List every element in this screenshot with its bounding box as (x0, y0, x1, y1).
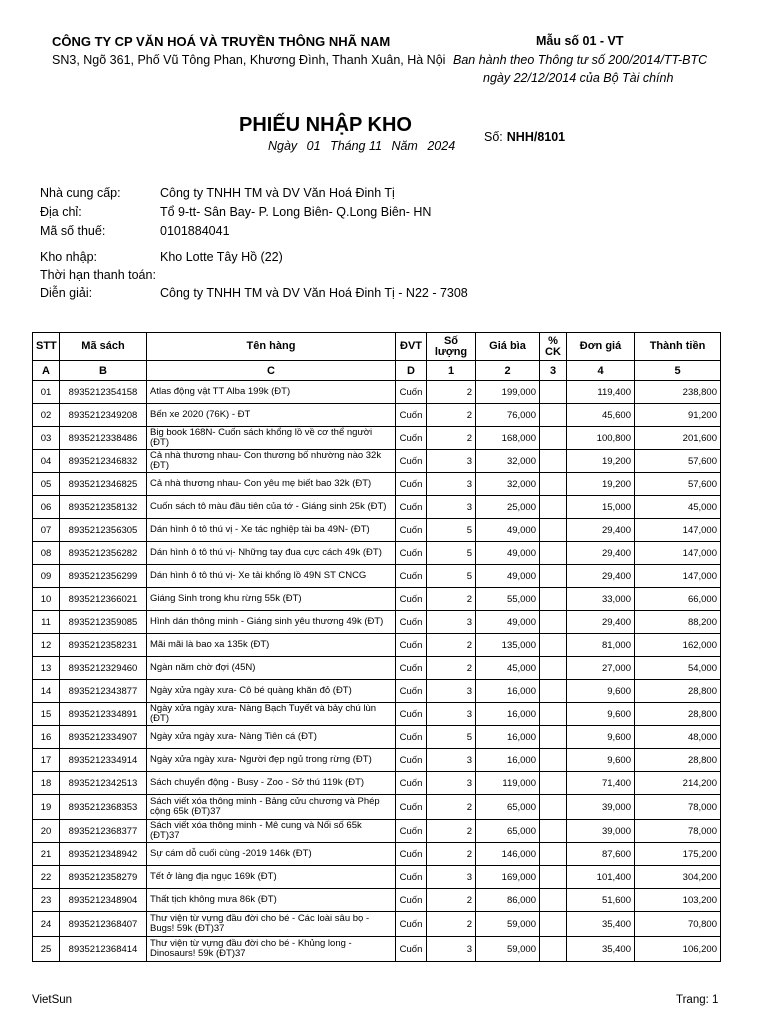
legal-line-2: ngày 22/12/2014 của Bộ Tài chính (483, 71, 674, 85)
table-row (33, 703, 721, 726)
table-row (33, 657, 721, 680)
cell-book-code: 8935212368414 (60, 937, 147, 962)
document-number (484, 130, 565, 144)
cell-stt: 11 (33, 611, 60, 634)
tax-code-label: Mã số thuế: (40, 224, 106, 238)
cell-quantity: 2 (427, 427, 476, 450)
cell-stt: 18 (33, 772, 60, 795)
cell-total: 103,200 (635, 889, 721, 912)
header-stt: STT (33, 333, 60, 361)
cell-discount (540, 542, 567, 565)
cell-unit-price: 9,600 (567, 749, 635, 772)
cell-quantity: 2 (427, 843, 476, 866)
cell-item-name: Sự cám dỗ cuối cùng -2019 146k (ĐT) (147, 843, 396, 866)
cell-quantity: 3 (427, 496, 476, 519)
cell-quantity: 2 (427, 795, 476, 820)
cell-cover-price: 65,000 (476, 795, 540, 820)
header-name: Tên hàng (147, 333, 396, 361)
cell-quantity: 3 (427, 611, 476, 634)
cell-unit: Cuốn (396, 427, 427, 450)
cell-discount (540, 588, 567, 611)
warehouse-value: Kho Lotte Tây Hồ (22) (160, 250, 283, 264)
cell-total: 201,600 (635, 427, 721, 450)
cell-quantity: 2 (427, 657, 476, 680)
cell-item-name: Ngày xửa ngày xưa- Nàng Tiên cá (ĐT) (147, 726, 396, 749)
header-total: Thành tiền (635, 333, 721, 361)
cell-unit-price: 33,000 (567, 588, 635, 611)
letter-cell: 1 (427, 361, 476, 381)
cell-stt: 01 (33, 381, 60, 404)
cell-cover-price: 49,000 (476, 519, 540, 542)
table-row (33, 634, 721, 657)
table-header-row (33, 333, 721, 361)
cell-unit-price: 39,000 (567, 795, 635, 820)
cell-item-name: Sách viết xóa thông minh - Mê cung và Nối số 65k (ĐT)37 (147, 820, 396, 843)
table-row (33, 866, 721, 889)
cell-stt: 12 (33, 634, 60, 657)
cell-stt: 08 (33, 542, 60, 565)
cell-total: 66,000 (635, 588, 721, 611)
cell-total: 147,000 (635, 519, 721, 542)
footer-page: Trang: 1 (676, 994, 719, 1006)
cell-cover-price: 146,000 (476, 843, 540, 866)
cell-stt: 17 (33, 749, 60, 772)
cell-book-code: 8935212356299 (60, 565, 147, 588)
cell-cover-price: 199,000 (476, 381, 540, 404)
cell-discount (540, 795, 567, 820)
cell-item-name: Bến xe 2020 (76K) - ĐT (147, 404, 396, 427)
address-value: Tổ 9-tt- Sân Bay- P. Long Biên- Q.Long Biên- HN (160, 205, 432, 219)
cell-cover-price: 49,000 (476, 565, 540, 588)
cell-unit: Cuốn (396, 726, 427, 749)
table-row (33, 820, 721, 843)
cell-cover-price: 86,000 (476, 889, 540, 912)
cell-total: 88,200 (635, 611, 721, 634)
cell-cover-price: 168,000 (476, 427, 540, 450)
cell-total: 45,000 (635, 496, 721, 519)
cell-quantity: 2 (427, 404, 476, 427)
cell-unit-price: 9,600 (567, 703, 635, 726)
cell-quantity: 2 (427, 912, 476, 937)
cell-total: 304,200 (635, 866, 721, 889)
cell-unit: Cuốn (396, 519, 427, 542)
cell-quantity: 3 (427, 772, 476, 795)
footer-software: VietSun (32, 994, 73, 1006)
cell-quantity: 5 (427, 519, 476, 542)
letter-cell: 3 (540, 361, 567, 381)
cell-quantity: 3 (427, 866, 476, 889)
cell-unit-price: 15,000 (567, 496, 635, 519)
cell-cover-price: 55,000 (476, 588, 540, 611)
cell-book-code: 8935212356282 (60, 542, 147, 565)
cell-book-code: 8935212348904 (60, 889, 147, 912)
cell-quantity: 2 (427, 588, 476, 611)
cell-book-code: 8935212366021 (60, 588, 147, 611)
cell-item-name: Hình dán thông minh - Giáng sinh yêu thương 49k (ĐT) (147, 611, 396, 634)
cell-stt: 04 (33, 450, 60, 473)
cell-stt: 10 (33, 588, 60, 611)
cell-unit: Cuốn (396, 496, 427, 519)
cell-total: 78,000 (635, 820, 721, 843)
form-number: Mẫu số 01 - VT (536, 34, 624, 48)
cell-book-code: 8935212342513 (60, 772, 147, 795)
cell-discount (540, 820, 567, 843)
cell-item-name: Ngày xửa ngày xưa- Cô bé quàng khăn đỏ (ĐT) (147, 680, 396, 703)
cell-discount (540, 726, 567, 749)
cell-item-name: Thư viện từ vựng đầu đời cho bé - Khủng long - Dinosaurs! 59k (ĐT)37 (147, 937, 396, 962)
description-value: Công ty TNHH TM và DV Văn Hoá Đinh Tị - N22 - 7308 (160, 286, 468, 300)
table-letter-row (33, 361, 721, 381)
cell-unit-price: 19,200 (567, 473, 635, 496)
cell-stt: 22 (33, 866, 60, 889)
tax-code-value: 0101884041 (160, 224, 230, 238)
cell-total: 78,000 (635, 795, 721, 820)
cell-discount (540, 634, 567, 657)
letter-cell: 2 (476, 361, 540, 381)
table-row (33, 427, 721, 450)
cell-item-name: Thất tịch không mưa 86k (ĐT) (147, 889, 396, 912)
cell-unit: Cuốn (396, 843, 427, 866)
cell-total: 162,000 (635, 634, 721, 657)
cell-book-code: 8935212368407 (60, 912, 147, 937)
cell-unit: Cuốn (396, 542, 427, 565)
cell-unit: Cuốn (396, 565, 427, 588)
cell-discount (540, 889, 567, 912)
table-row (33, 404, 721, 427)
cell-discount (540, 519, 567, 542)
cell-book-code: 8935212343877 (60, 680, 147, 703)
cell-cover-price: 59,000 (476, 912, 540, 937)
cell-total: 214,200 (635, 772, 721, 795)
table-row (33, 565, 721, 588)
table-row (33, 912, 721, 937)
warehouse-label: Kho nhập: (40, 250, 97, 264)
cell-discount (540, 657, 567, 680)
document-date (268, 139, 461, 153)
cell-cover-price: 59,000 (476, 937, 540, 962)
cell-unit: Cuốn (396, 450, 427, 473)
cell-unit: Cuốn (396, 820, 427, 843)
cell-stt: 25 (33, 937, 60, 962)
cell-cover-price: 45,000 (476, 657, 540, 680)
cell-unit-price: 9,600 (567, 726, 635, 749)
cell-quantity: 5 (427, 565, 476, 588)
cell-unit: Cuốn (396, 381, 427, 404)
cell-stt: 06 (33, 496, 60, 519)
cell-discount (540, 450, 567, 473)
cell-unit-price: 35,400 (567, 912, 635, 937)
cell-cover-price: 169,000 (476, 866, 540, 889)
cell-cover-price: 65,000 (476, 820, 540, 843)
cell-stt: 07 (33, 519, 60, 542)
cell-stt: 24 (33, 912, 60, 937)
cell-unit-price: 101,400 (567, 866, 635, 889)
cell-discount (540, 565, 567, 588)
letter-cell: B (60, 361, 147, 381)
cell-unit-price: 87,600 (567, 843, 635, 866)
cell-cover-price: 32,000 (476, 450, 540, 473)
cell-book-code: 8935212329460 (60, 657, 147, 680)
cell-unit: Cuốn (396, 404, 427, 427)
cell-book-code: 8935212368377 (60, 820, 147, 843)
cell-stt: 02 (33, 404, 60, 427)
table-row (33, 496, 721, 519)
table-row (33, 772, 721, 795)
cell-discount (540, 866, 567, 889)
cell-cover-price: 32,000 (476, 473, 540, 496)
table-row (33, 795, 721, 820)
payment-term-label: Thời hạn thanh toán: (40, 268, 156, 282)
cell-cover-price: 76,000 (476, 404, 540, 427)
description-label: Diễn giải: (40, 286, 93, 300)
cell-stt: 15 (33, 703, 60, 726)
cell-discount (540, 611, 567, 634)
cell-quantity: 2 (427, 820, 476, 843)
cell-quantity: 2 (427, 889, 476, 912)
cell-unit-price: 39,000 (567, 820, 635, 843)
table-row (33, 843, 721, 866)
cell-book-code: 8935212346832 (60, 450, 147, 473)
cell-cover-price: 16,000 (476, 680, 540, 703)
cell-book-code: 8935212348942 (60, 843, 147, 866)
cell-book-code: 8935212334914 (60, 749, 147, 772)
cell-total: 147,000 (635, 542, 721, 565)
cell-book-code: 8935212359085 (60, 611, 147, 634)
cell-unit-price: 19,200 (567, 450, 635, 473)
cell-item-name: Ngày xửa ngày xưa- Nàng Bạch Tuyết và bảy chú lùn (ĐT) (147, 703, 396, 726)
cell-cover-price: 135,000 (476, 634, 540, 657)
table-row (33, 542, 721, 565)
header-cover-price: Giá bìa (476, 333, 540, 361)
cell-unit-price: 27,000 (567, 657, 635, 680)
cell-stt: 20 (33, 820, 60, 843)
cell-book-code: 8935212346825 (60, 473, 147, 496)
date-year: 2024 (427, 139, 456, 153)
cell-discount (540, 427, 567, 450)
cell-quantity: 5 (427, 726, 476, 749)
company-address: SN3, Ngõ 361, Phố Vũ Tông Phan, Khương Đình, Thanh Xuân, Hà Nội (52, 53, 446, 67)
cell-total: 70,800 (635, 912, 721, 937)
cell-cover-price: 16,000 (476, 749, 540, 772)
cell-stt: 05 (33, 473, 60, 496)
cell-unit-price: 29,400 (567, 519, 635, 542)
cell-discount (540, 772, 567, 795)
cell-unit-price: 29,400 (567, 611, 635, 634)
cell-stt: 16 (33, 726, 60, 749)
cell-total: 175,200 (635, 843, 721, 866)
cell-discount (540, 680, 567, 703)
cell-quantity: 3 (427, 703, 476, 726)
cell-book-code: 8935212358132 (60, 496, 147, 519)
date-day-label: Ngày (268, 139, 298, 153)
cell-book-code: 8935212358231 (60, 634, 147, 657)
cell-stt: 09 (33, 565, 60, 588)
cell-item-name: Cả nhà thương nhau- Con thương bố nhường nào 32k (ĐT) (147, 450, 396, 473)
cell-book-code: 8935212349208 (60, 404, 147, 427)
cell-discount (540, 937, 567, 962)
cell-book-code: 8935212334907 (60, 726, 147, 749)
cell-discount (540, 843, 567, 866)
cell-item-name: Dán hình ô tô thú vị- Những tay đua cực cách 49k (ĐT) (147, 542, 396, 565)
cell-item-name: Big book 168N- Cuốn sách khổng lồ về cơ thể người (ĐT) (147, 427, 396, 450)
cell-stt: 14 (33, 680, 60, 703)
cell-unit: Cuốn (396, 588, 427, 611)
cell-discount (540, 496, 567, 519)
cell-unit: Cuốn (396, 795, 427, 820)
cell-book-code: 8935212334891 (60, 703, 147, 726)
cell-item-name: Dán hình ô tô thú vị- Xe tải khổng lồ 49N ST CNCG (147, 565, 396, 588)
cell-unit: Cuốn (396, 866, 427, 889)
cell-total: 28,800 (635, 680, 721, 703)
cell-unit-price: 51,600 (567, 889, 635, 912)
items-table (32, 332, 721, 962)
cell-unit-price: 29,400 (567, 565, 635, 588)
cell-item-name: Cuốn sách tô màu đầu tiên của tớ - Giáng sinh 25k (ĐT) (147, 496, 396, 519)
cell-book-code: 8935212338486 (60, 427, 147, 450)
cell-book-code: 8935212368353 (60, 795, 147, 820)
cell-cover-price: 16,000 (476, 703, 540, 726)
cell-book-code: 8935212356305 (60, 519, 147, 542)
cell-discount (540, 404, 567, 427)
cell-total: 54,000 (635, 657, 721, 680)
header-qty: Số lượng (427, 333, 476, 361)
letter-cell: 5 (635, 361, 721, 381)
letter-cell: 4 (567, 361, 635, 381)
header-unit: ĐVT (396, 333, 427, 361)
cell-item-name: Tết ở làng địa ngục 169k (ĐT) (147, 866, 396, 889)
cell-total: 28,800 (635, 749, 721, 772)
cell-unit: Cuốn (396, 680, 427, 703)
cell-unit-price: 119,400 (567, 381, 635, 404)
cell-item-name: Mãi mãi là bao xa 135k (ĐT) (147, 634, 396, 657)
cell-stt: 13 (33, 657, 60, 680)
cell-unit: Cuốn (396, 749, 427, 772)
cell-quantity: 3 (427, 680, 476, 703)
cell-quantity: 2 (427, 634, 476, 657)
cell-unit: Cuốn (396, 772, 427, 795)
cell-total: 57,600 (635, 473, 721, 496)
cell-unit: Cuốn (396, 634, 427, 657)
document-number-value: NHH/8101 (506, 130, 566, 144)
cell-quantity: 3 (427, 749, 476, 772)
table-row (33, 381, 721, 404)
table-row (33, 937, 721, 962)
cell-stt: 23 (33, 889, 60, 912)
cell-item-name: Cả nhà thương nhau- Con yêu mẹ biết bao 32k (ĐT) (147, 473, 396, 496)
cell-unit-price: 100,800 (567, 427, 635, 450)
document-title: PHIẾU NHẬP KHO (239, 114, 412, 136)
cell-unit: Cuốn (396, 473, 427, 496)
cell-quantity: 3 (427, 450, 476, 473)
cell-discount (540, 912, 567, 937)
cell-unit: Cuốn (396, 657, 427, 680)
cell-item-name: Atlas động vật TT Alba 199k (ĐT) (147, 381, 396, 404)
cell-discount (540, 381, 567, 404)
document-number-label: Số: (484, 130, 503, 144)
table-row (33, 680, 721, 703)
cell-item-name: Ngày xửa ngày xưa- Người đẹp ngủ trong rừng (ĐT) (147, 749, 396, 772)
date-day: 01 (306, 139, 321, 153)
cell-item-name: Sách viết xóa thông minh - Bảng cửu chương và Phép cộng 65k (ĐT)37 (147, 795, 396, 820)
address-label: Địa chỉ: (40, 205, 82, 219)
table-row (33, 749, 721, 772)
table-row (33, 588, 721, 611)
cell-unit-price: 81,000 (567, 634, 635, 657)
cell-unit: Cuốn (396, 889, 427, 912)
cell-quantity: 3 (427, 937, 476, 962)
cell-unit-price: 71,400 (567, 772, 635, 795)
company-name: CÔNG TY CP VĂN HOÁ VÀ TRUYỀN THÔNG NHÃ NAM (52, 34, 391, 49)
cell-item-name: Dán hình ô tô thú vị - Xe tác nghiệp tài ba 49N- (ĐT) (147, 519, 396, 542)
cell-cover-price: 25,000 (476, 496, 540, 519)
cell-cover-price: 119,000 (476, 772, 540, 795)
cell-cover-price: 49,000 (476, 611, 540, 634)
header-discount: % CK (540, 333, 567, 361)
cell-total: 91,200 (635, 404, 721, 427)
cell-item-name: Thư viện từ vựng đầu đời cho bé - Các loài sâu bọ - Bugs! 59k (ĐT)37 (147, 912, 396, 937)
legal-line-1: Ban hành theo Thông tư số 200/2014/TT-BTC (453, 53, 708, 67)
letter-cell: A (33, 361, 60, 381)
cell-book-code: 8935212358279 (60, 866, 147, 889)
letter-cell: D (396, 361, 427, 381)
cell-total: 48,000 (635, 726, 721, 749)
table-row (33, 726, 721, 749)
cell-total: 238,800 (635, 381, 721, 404)
cell-total: 28,800 (635, 703, 721, 726)
table-row (33, 450, 721, 473)
table-row (33, 519, 721, 542)
cell-unit: Cuốn (396, 611, 427, 634)
date-year-label: Năm (391, 139, 418, 153)
cell-total: 106,200 (635, 937, 721, 962)
cell-unit: Cuốn (396, 912, 427, 937)
cell-stt: 03 (33, 427, 60, 450)
cell-discount (540, 703, 567, 726)
cell-quantity: 2 (427, 381, 476, 404)
cell-item-name: Ngàn năm chờ đợi (45N) (147, 657, 396, 680)
cell-cover-price: 49,000 (476, 542, 540, 565)
cell-item-name: Sách chuyển động - Busy - Zoo - Sở thú 119k (ĐT) (147, 772, 396, 795)
cell-unit-price: 9,600 (567, 680, 635, 703)
cell-quantity: 5 (427, 542, 476, 565)
header-code: Mã sách (60, 333, 147, 361)
supplier-value: Công ty TNHH TM và DV Văn Hoá Đinh Tị (160, 186, 395, 200)
supplier-label: Nhà cung cấp: (40, 186, 121, 200)
date-month: Tháng 11 (330, 139, 382, 153)
cell-stt: 19 (33, 795, 60, 820)
cell-total: 57,600 (635, 450, 721, 473)
cell-unit: Cuốn (396, 937, 427, 962)
cell-book-code: 8935212354158 (60, 381, 147, 404)
cell-unit-price: 45,600 (567, 404, 635, 427)
cell-quantity: 3 (427, 473, 476, 496)
cell-unit-price: 29,400 (567, 542, 635, 565)
cell-cover-price: 16,000 (476, 726, 540, 749)
cell-total: 147,000 (635, 565, 721, 588)
table-row (33, 473, 721, 496)
cell-discount (540, 749, 567, 772)
cell-stt: 21 (33, 843, 60, 866)
cell-item-name: Giáng Sinh trong khu rừng 55k (ĐT) (147, 588, 396, 611)
letter-cell: C (147, 361, 396, 381)
cell-unit: Cuốn (396, 703, 427, 726)
table-row (33, 611, 721, 634)
cell-unit-price: 35,400 (567, 937, 635, 962)
header-unit-price: Đơn giá (567, 333, 635, 361)
cell-discount (540, 473, 567, 496)
table-row (33, 889, 721, 912)
